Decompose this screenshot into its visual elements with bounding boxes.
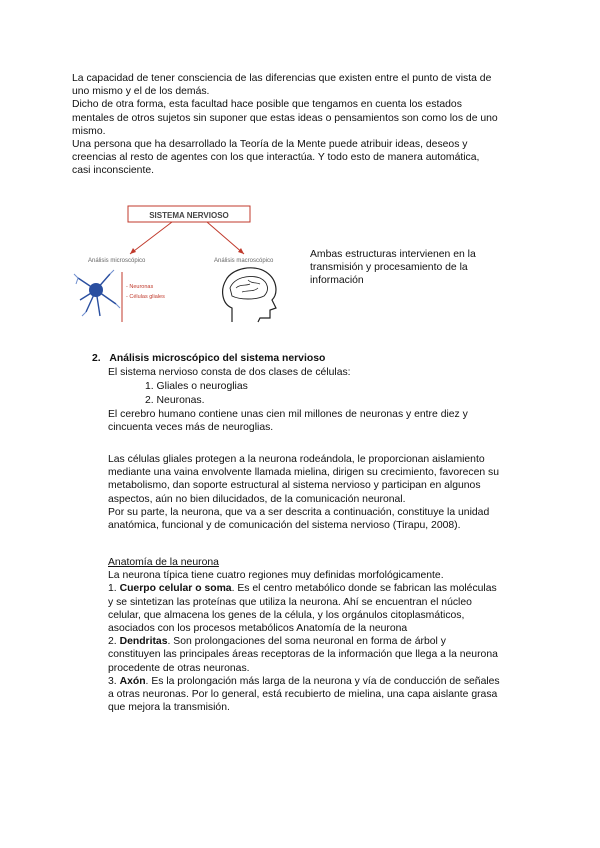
- intro-line: creencias al resto de agentes con los que interactúa. Y todo esto de manera automática,: [72, 152, 480, 164]
- paragraph-line: constituyen las principales áreas receptoras de la información que llega a la neurona: [108, 649, 498, 661]
- left-item-glia: - Células gliales: [126, 294, 165, 300]
- item-number: 3.: [108, 675, 120, 687]
- paragraph-line: procedente de otras neuronas.: [108, 662, 250, 674]
- paragraph-line: . Es el centro metabólico donde se fabrican las moléculas: [231, 583, 497, 595]
- term-bold: Dendritas: [119, 636, 168, 648]
- list-item: [145, 380, 248, 393]
- paragraph-line: y se sintetizan las proteínas que utiliza la neurona. Ahí se encuentran el núcleo: [108, 596, 472, 608]
- intro-line: mismo.: [72, 125, 106, 137]
- arrow-right: [207, 222, 244, 254]
- list-item-text: 2. Neuronas.: [145, 395, 205, 406]
- neuron-icon: [74, 270, 120, 316]
- section-intro: [108, 366, 538, 379]
- item-number: 1.: [108, 583, 120, 595]
- nervous-system-diagram: [72, 204, 312, 332]
- caption-line: transmisión y procesamiento de la: [310, 262, 468, 274]
- left-branch-label: Análisis microscópico: [88, 258, 146, 264]
- intro-line: La capacidad de tener consciencia de las diferencias que existen entre el punto de vista de: [72, 73, 492, 84]
- section-heading: [92, 352, 325, 365]
- intro-line: Dicho de otra forma, esta facultad hace posible que tengamos en cuenta los estados: [72, 99, 462, 111]
- paragraph-line: cincuenta veces más de neuroglias.: [108, 422, 274, 434]
- intro-paragraph: [72, 72, 532, 178]
- anatomy-title: Anatomía de la neurona: [108, 557, 219, 568]
- paragraph-line: asociados con los procesos metabólicos Anatomía de la neurona: [108, 623, 408, 635]
- paragraph-line: anatómica, funcional y de comunicación del sistema nervioso (Tirapu, 2008).: [108, 520, 461, 532]
- paragraph-glia: [108, 453, 538, 532]
- section-number: 2.: [92, 353, 101, 364]
- paragraph-line: La neurona típica tiene cuatro regiones muy definidas morfológicamente.: [108, 570, 444, 582]
- item-number: 2.: [108, 636, 120, 648]
- paragraph-line: . Es la prolongación más larga de la neurona y vía de conducción de señales: [145, 675, 500, 687]
- paragraph-line: que mejora la transmisión.: [108, 702, 230, 714]
- term-bold: Cuerpo celular o soma: [119, 583, 232, 595]
- dendrites-line: [108, 635, 538, 648]
- caption-line: Ambas estructuras intervienen en la: [310, 249, 476, 260]
- paragraph-line: mediante una vaina envolvente llamada mielina, dirigen su crecimiento, favorecen su: [108, 467, 500, 479]
- arrow-left-head: [130, 248, 136, 254]
- paragraph-line: a otras neuronas. Por lo general, está recubierto de mielina, una capa aislante grasa: [108, 689, 498, 701]
- paragraph-line: aspectos, aún no bien dilucidados, de la comunicación neuronal.: [108, 493, 406, 505]
- list-item: [145, 394, 205, 407]
- arrow-left: [130, 222, 172, 254]
- paragraph-line: El sistema nervioso consta de dos clases de células:: [108, 367, 351, 378]
- soma-line: [108, 582, 538, 595]
- paragraph-line: metabolismo, dan soporte estructural al sistema nervioso y participan en algunos: [108, 480, 481, 492]
- paragraph-neuron-count: [108, 408, 538, 434]
- paragraph-line: El cerebro humano contiene unas cien mil millones de neuronas y entre diez y: [108, 409, 468, 420]
- term-bold: Axón: [119, 675, 146, 687]
- caption-line: información: [310, 275, 364, 287]
- axon-line: [108, 675, 538, 688]
- diagram-title: SISTEMA NERVIOSO: [149, 211, 229, 220]
- intro-line: casi inconsciente.: [72, 165, 155, 177]
- list-item-text: 1. Gliales o neuroglias: [145, 381, 248, 392]
- paragraph-line: . Son prolongaciones del soma neuronal en forma de árbol y: [167, 636, 446, 648]
- intro-line: Una persona que ha desarrollado la Teoría de la Mente puede atribuir ideas, deseos y: [72, 139, 468, 151]
- brain-head-icon: [223, 268, 276, 322]
- intro-line: uno mismo y el de los demás.: [72, 86, 210, 98]
- section-title: Análisis microscópico del sistema nervioso: [109, 353, 326, 364]
- left-item-neurons: - Neuronas: [126, 284, 154, 290]
- arrow-right-head: [238, 248, 244, 254]
- intro-line: mentales de otros sujetos sin suponer que estas ideas o pensamientos son como los de uno: [72, 112, 498, 124]
- figure-caption: [310, 248, 510, 288]
- paragraph-line: Por su parte, la neurona, que va a ser descrita a continuación, constituye la unidad: [108, 506, 490, 518]
- paragraph-line: Las células gliales protegen a la neurona rodeándola, le proporcionan aislamiento: [108, 454, 485, 465]
- anatomy-section: [108, 556, 538, 714]
- right-branch-label: Análisis macroscópico: [214, 258, 274, 264]
- paragraph-line: celular, que almacena los genes de la célula, y los orgánulos citoplasmáticos,: [108, 609, 465, 621]
